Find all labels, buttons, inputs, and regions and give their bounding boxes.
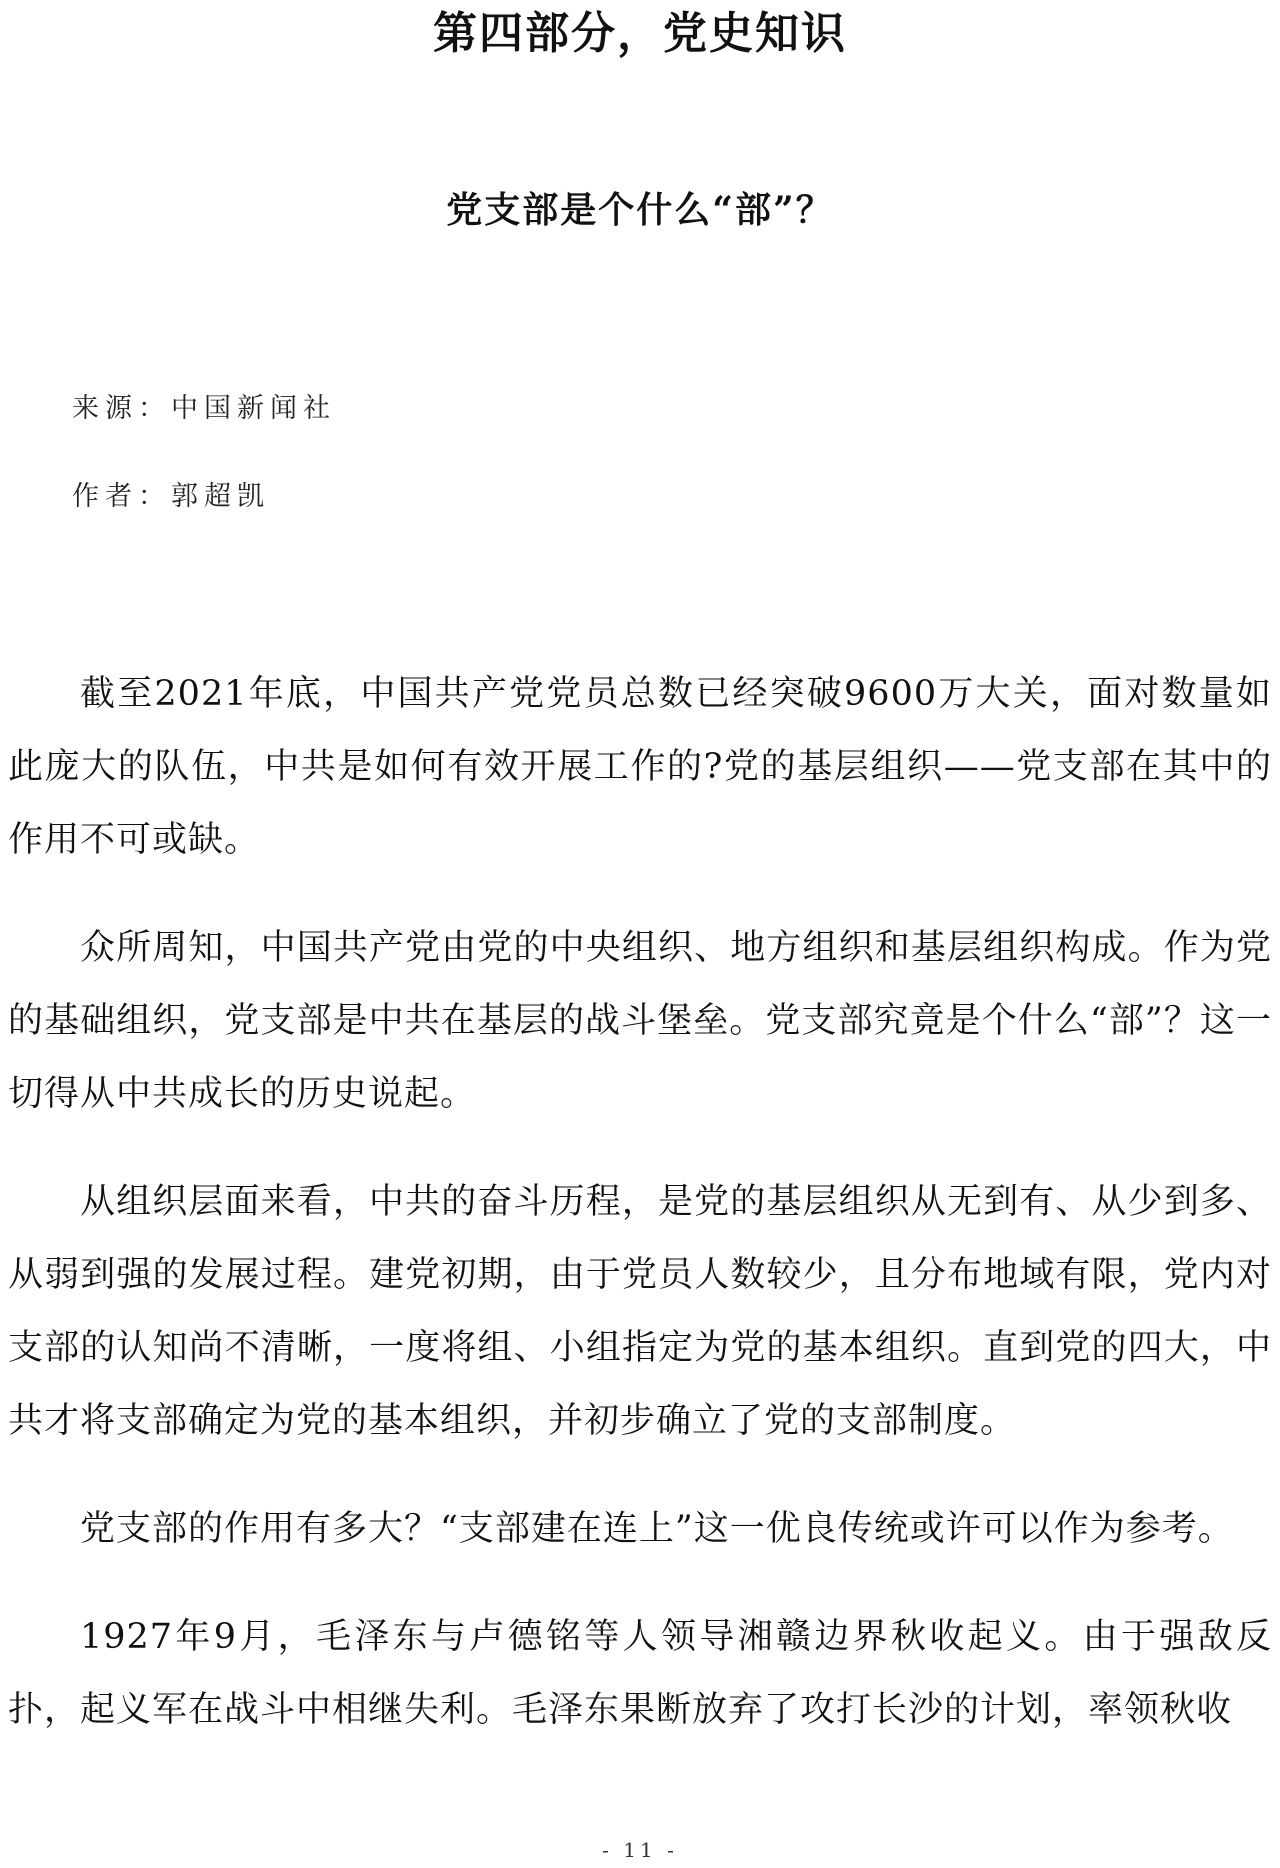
paragraph: 党支部的作用有多大？“支部建在连上”这一优良传统或许可以作为参考。 [80,1509,1234,1549]
article-body [8,658,1272,1782]
source-line: 来源：中国新闻社 [72,393,336,424]
author-line: 作者：郭超凯 [72,481,270,512]
section-title: 第四部分，党史知识 [433,8,847,59]
page-number: - 11 - [602,1838,678,1862]
paragraph: 众所周知，中国共产党由党的中央组织、地方组织和基层组织构成。作为党的基础组织，党支部是中共在基层的战斗堡垒。党支部究竟是个什么“部”？这一切得从中共成长的历史说起。 [8,928,1272,1114]
paragraph: 从组织层面来看，中共的奋斗历程，是党的基层组织从无到有、从少到多、从弱到强的发展过程。建党初期，由于党员人数较少，且分布地域有限，党内对支部的认知尚不清晰，一度将组、小组指定为党的基本组织。直到党的四大，中共才将支部确定为党的基本组织，并初步确立了党的支部制度。 [8,1182,1272,1441]
paragraph: 1927年9月，毛泽东与卢德铭等人领导湘赣边界秋收起义。由于强敌反扑，起义军在战斗中相继失利。毛泽东果断放弃了攻打长沙的计划，率领秋收 [8,1617,1272,1730]
article-title: 党支部是个什么“部”？ [446,189,834,231]
paragraph: 截至2021年底，中国共产党党员总数已经突破9600万大关，面对数量如此庞大的队伍，中共是如何有效开展工作的?党的基层组织——党支部在其中的作用不可或缺。 [8,674,1272,860]
